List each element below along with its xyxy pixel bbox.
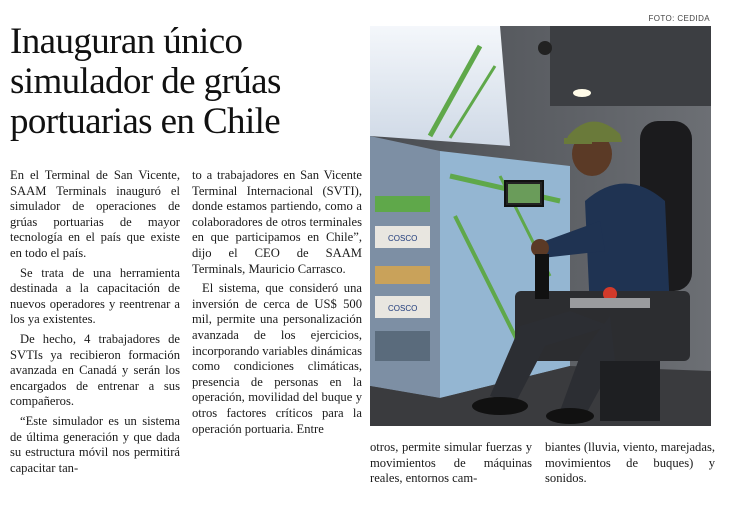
headline: Inauguran único simulador de grúas portuarias en Chile	[10, 21, 281, 142]
article-column-4	[545, 440, 715, 491]
article-column-2	[192, 168, 362, 441]
paragraph: “Este simulador es un sistema de última generación y que dada su estructura móvil nos permitirá capacitar tan-	[10, 413, 180, 475]
paragraph: En el Terminal de San Vicente, SAAM Terminals inauguró el simulador de operaciones de grúas portuarias de mayor tecnología en el país que existe en todo el país.	[10, 168, 180, 260]
screen-label: COSCO	[388, 304, 418, 313]
crane-simulator-photo	[370, 26, 711, 426]
paragraph: otros, permite simular fuerzas y movimientos de máquinas reales, entornos cam-	[370, 440, 532, 486]
paragraph: biantes (lluvia, viento, marejadas, movimientos de buques) y sonidos.	[545, 440, 715, 486]
article-column-1	[10, 168, 180, 480]
paragraph: Se trata de una herramienta destinada a la capacitación de nuevos operadores y reentrenar a los ya existentes.	[10, 265, 180, 327]
crane-simulator-illustration	[370, 26, 711, 426]
paragraph: De hecho, 4 trabajadores de SVTIs ya recibieron formación avanzada en Canadá y serán los encargados de entrenar a sus compañeros.	[10, 331, 180, 409]
paragraph: El sistema, que consideró una inversión de cerca de US$ 500 mil, permite una personalización avanzada de los ejercicios, incorporando variables dinámicas como condiciones climáticas, presencia de personas en la operación, movilidad del buque y otros factores críticos para la operación portuaria. Entre	[192, 281, 362, 436]
photo-credit: FOTO: CEDIDA	[648, 14, 710, 23]
article-column-3	[370, 440, 532, 491]
camera-icon	[538, 41, 552, 55]
screen-label: COSCO	[388, 234, 418, 243]
joystick-icon	[535, 254, 549, 299]
simulator-screen-top	[370, 26, 510, 146]
paragraph: to a trabajadores en San Vicente Terminal Internacional (SVTI), donde estamos partiendo, como a colaboradores de otros terminales en que participamos en Chile”, dijo el CEO de SAAM Terminals, Mauricio Carrasco.	[192, 168, 362, 276]
